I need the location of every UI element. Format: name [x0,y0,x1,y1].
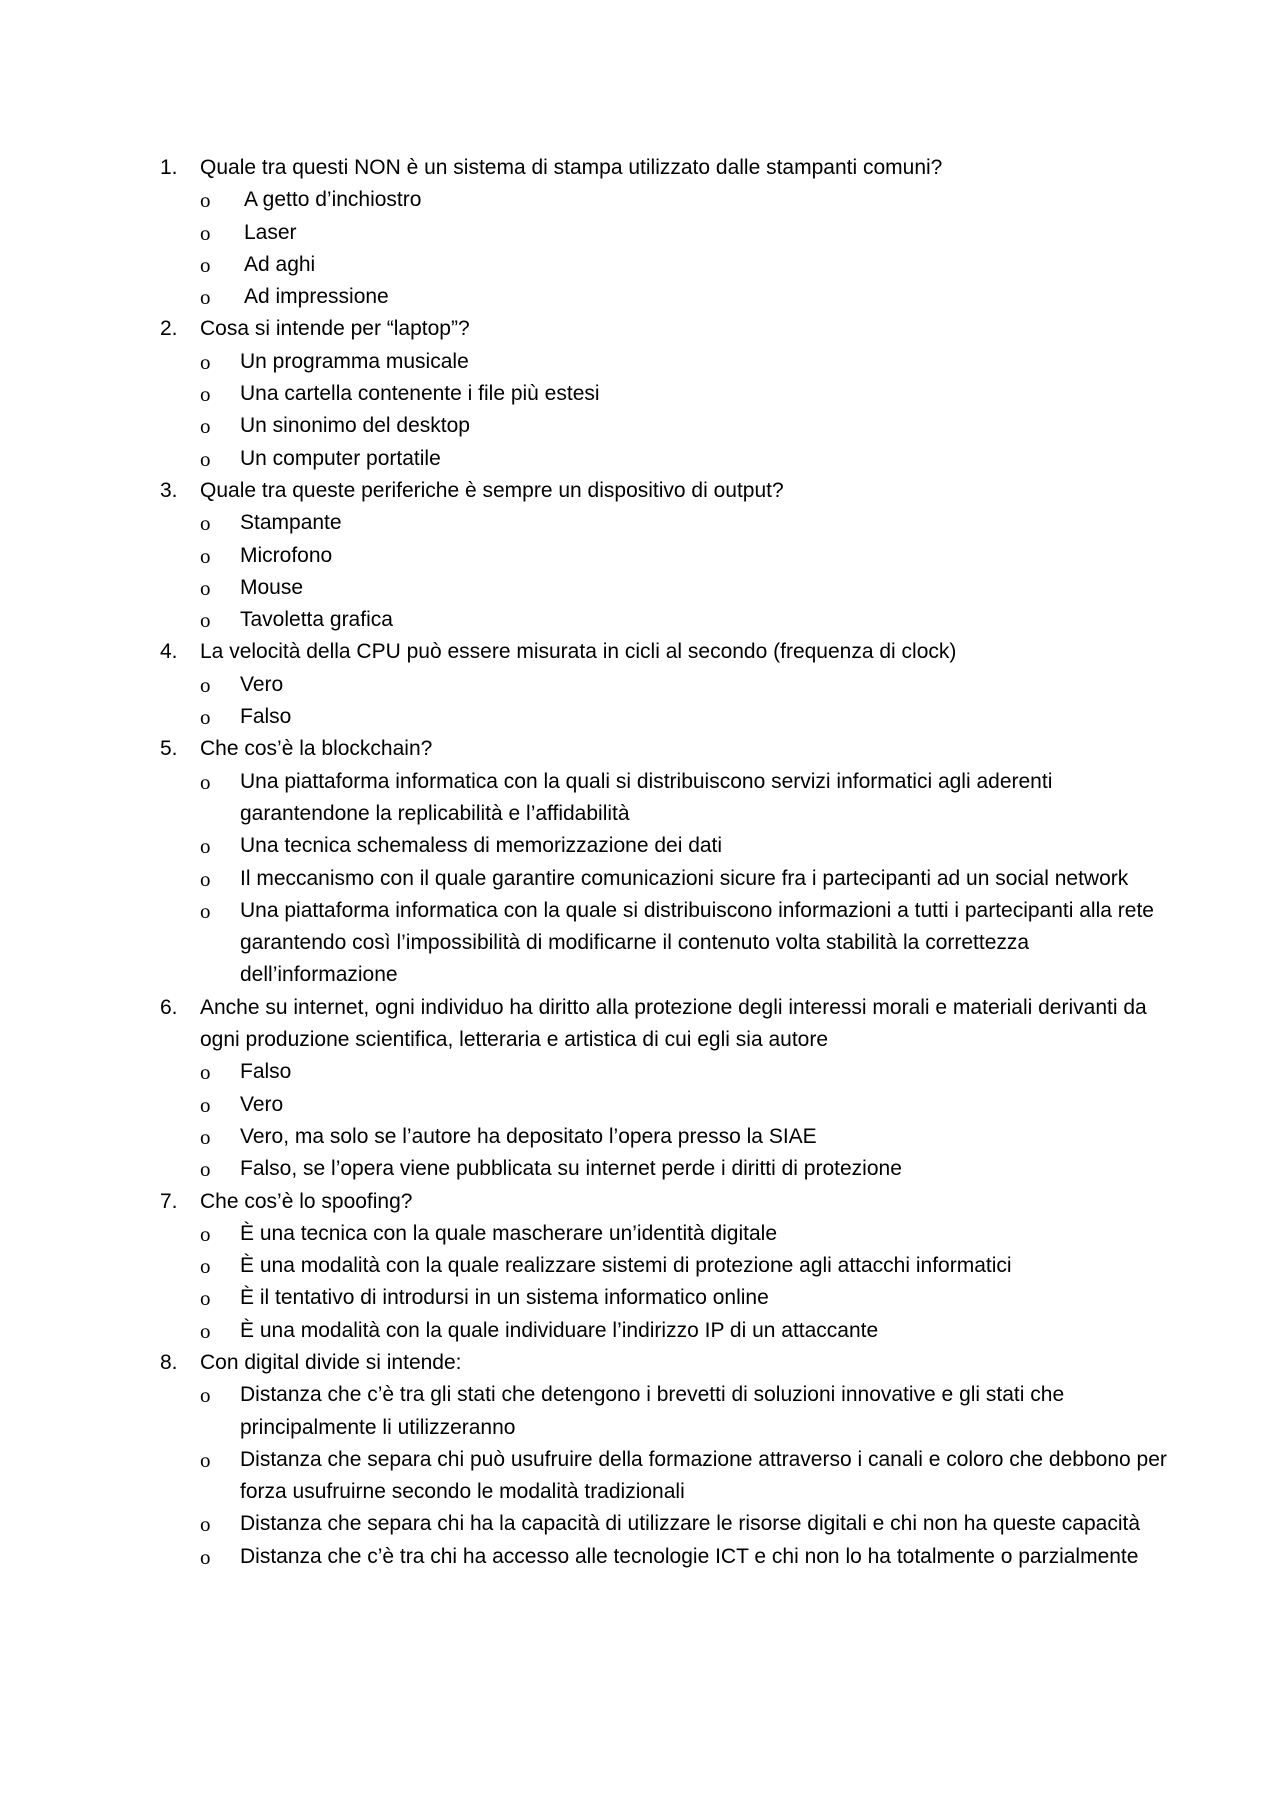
answer-text: Una cartella contenente i file più estesi [240,382,600,406]
answer-text: Ad aghi [244,252,316,276]
question-3 [160,475,1170,636]
question-8 [160,1347,1170,1573]
question-number: 7. [160,1189,178,1213]
bullet-icon: o [200,285,211,310]
bullet-icon: o [200,1124,211,1149]
answer-option [200,1250,1170,1282]
answer-text: Distanza che separa chi può usufruire della formazione attraverso i canali e coloro che debbono per forza usufruirne secondo le modalità tradizionali [240,1447,1167,1504]
answer-options [200,669,1170,734]
answer-text: Il meccanismo con il quale garantire comunicazioni sicure fra i partecipanti ad un social network [240,866,1129,890]
bullet-icon: o [200,188,211,213]
bullet-icon: o [200,382,211,407]
answer-option [200,701,1170,733]
answer-option [200,830,1170,862]
answer-options [200,184,1170,313]
answer-text: Un sinonimo del desktop [240,414,470,438]
answer-text: Tavoletta grafica [240,608,393,632]
answer-option [200,346,1170,378]
answer-option [200,1218,1170,1250]
question-number: 1. [160,156,178,179]
answer-text: Distanza che separa chi ha la capacità di utilizzare le risorse digitali e chi non ha queste capacità [240,1512,1141,1536]
answer-text: È una tecnica con la quale mascherare un’identità digitale [240,1221,778,1245]
answer-text: Distanza che c’è tra gli stati che detengono i brevetti di soluzioni innovative e gli stati che principalmente li utilizzeranno [240,1383,1065,1439]
answer-option [200,669,1170,701]
answer-text: Stampante [240,511,342,535]
answer-option [200,766,1170,831]
answer-option [200,1089,1170,1121]
answer-option [200,1508,1170,1540]
answer-options [200,507,1170,636]
bullet-icon: o [200,608,211,633]
answer-option [200,1282,1170,1314]
answer-option [200,863,1170,895]
answer-option [200,443,1170,475]
question-7 [160,1186,1170,1347]
bullet-icon: o [200,349,211,374]
question-number: 3. [160,478,178,502]
bullet-icon: o [200,1092,211,1117]
quiz-list [160,152,1170,1573]
answer-text: È una modalità con la quale individuare l’indirizzo IP di un attaccante [240,1318,879,1342]
question-text: Con digital divide si intende: [200,1350,462,1374]
answer-option [200,507,1170,539]
answer-option [200,1541,1170,1573]
question-number: 8. [160,1350,178,1374]
bullet-icon: o [200,1318,211,1343]
question-text: La velocità della CPU può essere misurata in cicli al secondo (frequenza di clock) [200,640,957,664]
bullet-icon: o [200,446,211,471]
bullet-icon: o [200,220,211,245]
question-6 [160,992,1170,1186]
bullet-icon: o [200,866,211,891]
answer-option [200,895,1170,992]
answer-text: È una modalità con la quale realizzare sistemi di protezione agli attacchi informatici [240,1254,1012,1278]
answer-option [200,1056,1170,1088]
question-number: 5. [160,737,178,761]
question-number: 4. [160,640,178,664]
bullet-icon: o [200,672,211,697]
answer-text: Una piattaforma informatica con la quali si distribuiscono servizi informatici agli aderenti garantendone la replicabilità e l’affidabilità [240,769,1053,825]
bullet-icon: o [200,705,211,730]
answer-option [200,1315,1170,1347]
bullet-icon: o [200,898,211,923]
bullet-icon: o [200,543,211,568]
bullet-icon: o [200,575,211,600]
question-text: Anche su internet, ogni individuo ha diritto alla protezione degli interessi morali e materiali derivanti da ogni produzione scientifica, letteraria e artistica di cui egli sia autore [200,995,1147,1052]
bullet-icon: o [200,1286,211,1311]
answer-text: Ad impressione [244,285,389,309]
question-4 [160,636,1170,733]
answer-text: Laser [244,220,297,244]
answer-text: Falso [240,705,292,729]
answer-options [200,346,1170,475]
bullet-icon: o [200,1221,211,1246]
question-text: Cosa si intende per “laptop”? [200,317,470,341]
answer-options [200,1379,1170,1573]
question-5 [160,733,1170,991]
answer-options [200,1056,1170,1185]
answer-text: Microfono [240,543,333,567]
question-number: 2. [160,317,178,341]
answer-text: Vero [240,1092,284,1116]
bullet-icon: o [200,769,211,794]
bullet-icon: o [200,511,211,536]
question-2 [160,313,1170,474]
answer-text: Una piattaforma informatica con la quale si distribuiscono informazioni a tutti i partecipanti alla rete garantendo così l’impossibilità di modificarne il contenuto volta stabilità la correttezza dell’informazione [240,898,1154,987]
answer-option [200,410,1170,442]
bullet-icon: o [200,1383,211,1408]
answer-text: Un programma musicale [240,349,469,373]
bullet-icon: o [200,834,211,859]
answer-text: Falso, se l’opera viene pubblicata su internet perde i diritti di protezione [240,1157,902,1181]
question-text: Che cos’è lo spoofing? [200,1189,413,1213]
answer-option [200,572,1170,604]
answer-option [200,1379,1170,1444]
answer-option [200,540,1170,572]
answer-text: Vero, ma solo se l’autore ha depositato l’opera presso la SIAE [240,1124,817,1148]
bullet-icon: o [200,1447,211,1472]
bullet-icon: o [200,414,211,439]
answer-text: Mouse [240,575,304,599]
answer-text: Distanza che c’è tra chi ha accesso alle tecnologie ICT e chi non lo ha totalmente o parzialmente [240,1544,1139,1568]
answer-text: Una tecnica schemaless di memorizzazione dei dati [240,834,723,858]
question-text: Che cos’è la blockchain? [200,737,433,761]
bullet-icon: o [200,1544,211,1569]
answer-text: È il tentativo di introdursi in un sistema informatico online [240,1286,769,1310]
bullet-icon: o [200,1254,211,1279]
answer-text: Un computer portatile [240,446,441,470]
answer-option [200,281,1170,313]
answer-options [200,1218,1170,1347]
answer-option [200,249,1170,281]
answer-option [200,1153,1170,1185]
question-number: 6. [160,995,178,1019]
answer-text: A getto d’inchiostro [244,188,422,212]
bullet-icon: o [200,1060,211,1085]
bullet-icon: o [200,252,211,277]
bullet-icon: o [200,1157,211,1182]
answer-options [200,766,1170,992]
answer-option [200,1444,1170,1509]
answer-text: Vero [240,672,284,696]
answer-option [200,1121,1170,1153]
answer-option [200,378,1170,410]
question-text: Quale tra questi NON è un sistema di stampa utilizzato dalle stampanti comuni? [200,156,943,179]
question-1 [160,152,1170,313]
answer-option [200,184,1170,216]
answer-option [200,217,1170,249]
question-text: Quale tra queste periferiche è sempre un dispositivo di output? [200,478,784,502]
answer-option [200,604,1170,636]
answer-text: Falso [240,1060,292,1084]
bullet-icon: o [200,1512,211,1537]
